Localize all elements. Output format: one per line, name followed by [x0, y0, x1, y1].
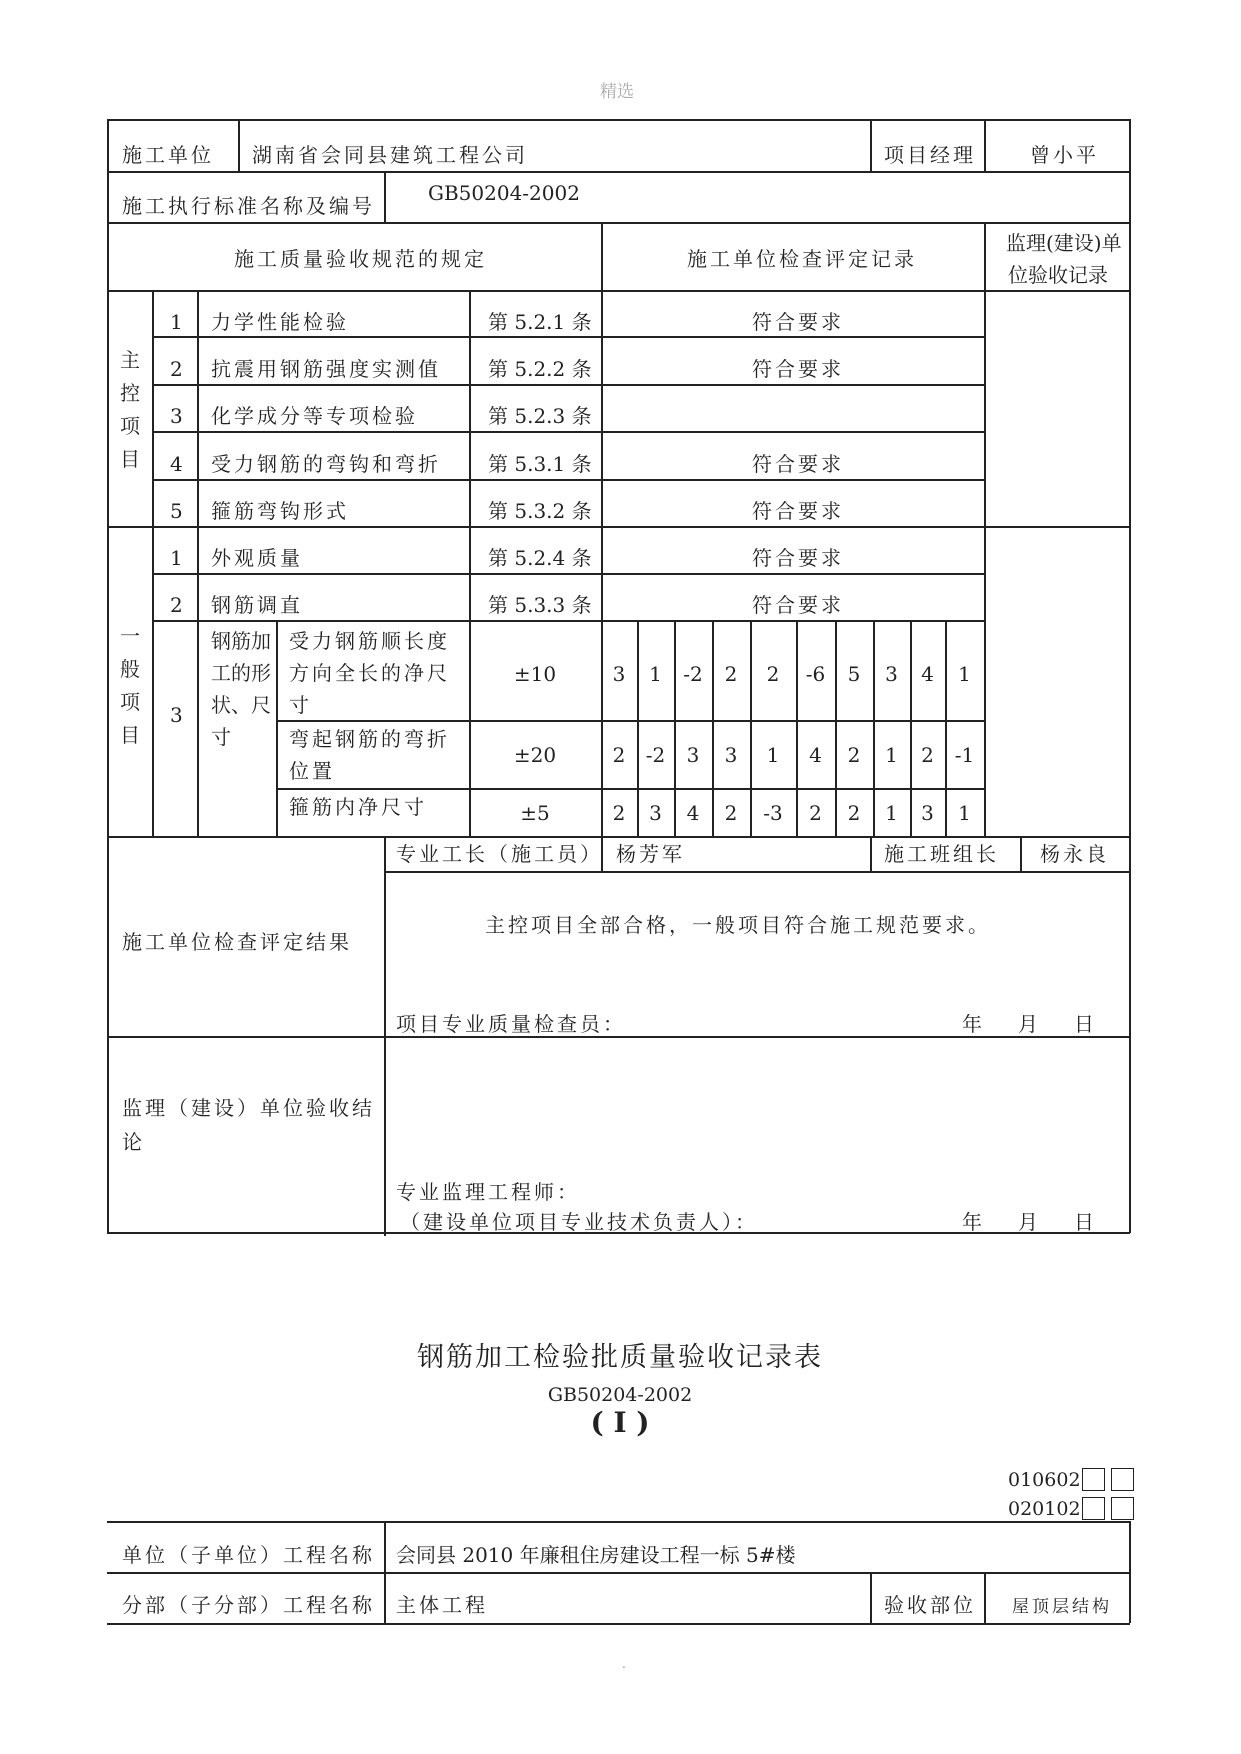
- result-label: 施工单位检查评定结果: [122, 930, 352, 954]
- foreman-label: 专业工长（施工员）: [396, 842, 603, 866]
- unit-value: 湖南省会同县建筑工程公司: [252, 143, 528, 167]
- measurement-value: 2: [724, 801, 738, 825]
- g3-sub-desc: 位置: [289, 759, 335, 783]
- measurement-value: 2: [612, 801, 626, 825]
- measurement-value: -3: [763, 801, 783, 825]
- date-month: 月: [1018, 1012, 1038, 1036]
- measurement-value: 2: [921, 743, 934, 767]
- measurement-value: 1: [649, 662, 662, 686]
- g3-sub-desc: 方向全长的净尺: [289, 661, 450, 685]
- measurement-value: 4: [686, 801, 700, 825]
- g3-sub-desc: 箍筋内净尺寸: [289, 795, 427, 819]
- g3-sub-desc: 弯起钢筋的弯折: [289, 727, 450, 751]
- measurement-value: 2: [766, 662, 780, 686]
- measurement-value: 1: [958, 801, 971, 825]
- code-box[interactable]: [1082, 1468, 1105, 1491]
- standard-label: 施工执行标准名称及编号: [122, 194, 375, 218]
- g3-name-line: 钢筋加: [211, 629, 271, 653]
- col-supervision-1: 监理(建设)单: [1006, 231, 1122, 255]
- code-box[interactable]: [1111, 1468, 1134, 1491]
- date-day: 日: [1074, 1210, 1094, 1234]
- measurement-value: 3: [724, 743, 738, 767]
- standard-value: GB50204-2002: [428, 181, 580, 205]
- g3-no: 3: [170, 703, 183, 727]
- measurement-value: 2: [847, 801, 861, 825]
- form-title: 钢筋加工检验批质量验收记录表: [417, 1342, 823, 1373]
- measurement-value: 5: [847, 662, 861, 686]
- measurement-value: 3: [649, 801, 662, 825]
- part-label: 验收部位: [884, 1593, 976, 1617]
- measurement-value: 3: [921, 801, 934, 825]
- measurement-value: 1: [885, 801, 898, 825]
- measurement-value: 4: [809, 743, 822, 767]
- measurement-value: 2: [809, 801, 822, 825]
- engineer-label: 专业监理工程师：: [396, 1180, 580, 1204]
- result-text: 主控项目全部合格，一般项目符合施工规范要求。: [485, 913, 991, 937]
- measurement-value: -2: [645, 743, 666, 767]
- col-supervision-2: 位验收记录: [1008, 263, 1108, 287]
- measurement-value: 2: [847, 743, 861, 767]
- general-group-label: 一般项目: [120, 624, 140, 747]
- form-code: 020102: [1008, 1498, 1081, 1520]
- measurement-value: 1: [885, 743, 898, 767]
- g3-name-line: 状、尺: [211, 693, 271, 717]
- owner-label: （建设单位项目专业技术负责人）：: [400, 1210, 758, 1234]
- supervision-label: 监理（建设）单位验收结: [122, 1096, 375, 1120]
- unit-label: 施工单位: [122, 143, 214, 167]
- inspector-label: 项目专业质量检查员：: [396, 1012, 626, 1036]
- measurement-value: -1: [954, 743, 975, 767]
- col-spec: 施工质量验收规范的规定: [234, 247, 487, 271]
- subproject-value: 主体工程: [396, 1593, 488, 1617]
- watermark: 精选: [600, 82, 634, 102]
- col-check: 施工单位检查评定记录: [687, 247, 917, 271]
- measurement-value: 2: [612, 743, 626, 767]
- supervision-label: 论: [122, 1130, 142, 1154]
- form-roman: ( I ): [590, 1406, 650, 1439]
- g3-name-line: 工的形: [211, 661, 271, 685]
- manager-value: 曾小平: [1030, 143, 1099, 167]
- measurement-value: -6: [805, 662, 826, 686]
- date-year: 年: [962, 1210, 982, 1234]
- main-control-group-label: 主控项目: [120, 348, 140, 471]
- date-year: 年: [962, 1012, 982, 1036]
- g3-sub-desc: 寸: [289, 693, 312, 717]
- g3-sub-tolerance: ±5: [520, 801, 550, 825]
- manager-label: 项目经理: [884, 143, 976, 167]
- measurement-value: 3: [612, 662, 626, 686]
- date-day: 日: [1074, 1012, 1094, 1036]
- measurement-value: 1: [958, 662, 971, 686]
- subproject-label: 分部（子分部）工程名称: [122, 1593, 375, 1617]
- g3-sub-tolerance: ±10: [513, 662, 557, 686]
- measurement-value: 1: [766, 743, 780, 767]
- g3-name-line: 寸: [211, 725, 231, 749]
- measurement-value: 3: [885, 662, 898, 686]
- measurement-value: 4: [921, 662, 934, 686]
- measurement-value: 3: [686, 743, 700, 767]
- project-value: 会同县 2010 年廉租住房建设工程一标 5#楼: [396, 1543, 796, 1567]
- footer-dot: .: [622, 1657, 626, 1671]
- measurement-value: 2: [724, 662, 738, 686]
- leader-label: 施工班组长: [884, 842, 999, 866]
- g3-sub-tolerance: ±20: [513, 743, 557, 767]
- code-box[interactable]: [1082, 1497, 1105, 1520]
- form-standard: GB50204-2002: [547, 1384, 693, 1406]
- code-box[interactable]: [1111, 1497, 1134, 1520]
- foreman-value: 杨芳军: [616, 842, 685, 866]
- g3-sub-desc: 受力钢筋顺长度: [289, 629, 450, 653]
- leader-value: 杨永良: [1040, 842, 1109, 866]
- project-label: 单位（子单位）工程名称: [122, 1543, 375, 1567]
- part-value: 屋顶层结构: [1012, 1597, 1112, 1617]
- measurement-value: -2: [683, 662, 703, 686]
- date-month: 月: [1018, 1210, 1038, 1234]
- form-code: 010602: [1008, 1469, 1081, 1491]
